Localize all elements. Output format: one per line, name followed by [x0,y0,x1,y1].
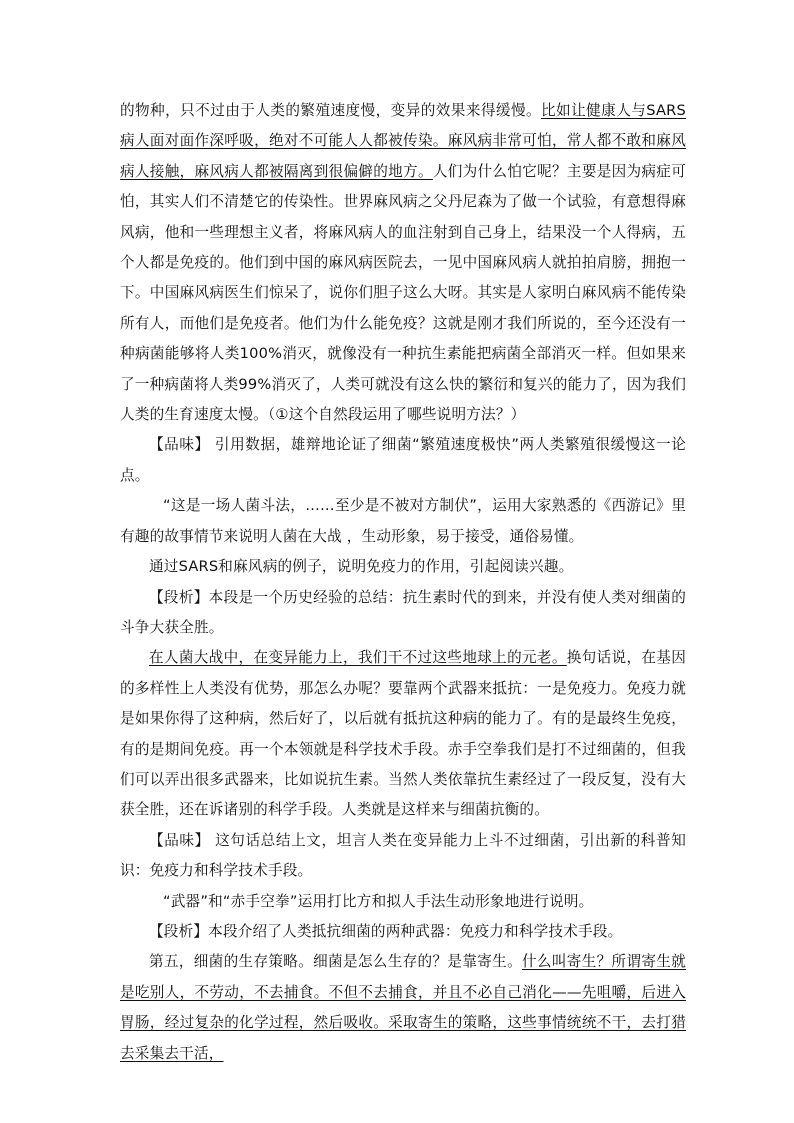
paragraph [120,947,686,1069]
text-segment: 通过SARS和麻风病的例子，说明免疫力的作用，引起阅读兴趣。 [149,558,574,576]
underlined-text-segment: 比如让健康人与SARS病人面对面作深呼吸，绝对不可能人人都被传染。麻风病非常可怕，常人都不敢和麻风病人接触，麻风病人都被隔离到很偏僻的地方。 [120,102,686,180]
paragraph [120,887,686,917]
paragraph [120,552,686,582]
text-segment: “武器”和“赤手空拳”运用打比方和拟人手法生动形象地进行说明。 [163,892,594,910]
underlined-text-segment: 什么叫寄生？所谓寄生就是吃别人，不劳动，不去捕食。不但不去捕食，并且不必自己消化——先咀嚼，后进入胃肠，经过复杂的化学过程，然后吸收。采取寄生的策略，这些事情统统不干，去打猎去采集去干活， [120,953,686,1062]
paragraph [120,583,686,644]
text-segment: “这是一场人菌斗法，……至少是不被对方制伏”，运用大家熟悉的《西游记》里有趣的故事情节来说明人菌在大战 ，生动形象，易于接受，通俗易懂。 [120,497,686,545]
paragraph [120,643,686,825]
text-segment: 人们为什么怕它呢？主要是因为病症可怕，其实人们不清楚它的传染性。世界麻风病之父丹尼森为了做一个试验，有意想得麻风病，他和一些理想主义者，将麻风病人的血注射到自己身上，结果没一个人得病，五个人都是免疫的。他们到中国的麻风病医院去，一见中国麻风病人就拍拍肩膀，拥抱一下。中国麻风病医生们惊呆了，说你们胆子这么大呀。其实是人家明白麻风病不能传染所有人，而他们是免疫者。他们为什么能免疫？这就是刚才我们所说的，至今还没有一种病菌能够将人类100%消灭，就像没有一种抗生素能把病菌全部消灭一样。但如果来了一种病菌将人类99%消灭了，人类可就没有这么快的繁衍和复兴的能力了，因为我们人类的生育速度太慢。（①这个自然段运用了哪些说明方法？） [120,162,686,424]
text-segment: 第五，细菌的生存策略。细菌是怎么生存的？是靠寄生。 [149,953,522,971]
paragraph [120,96,686,430]
text-segment: 【品味】 引用数据，雄辩地论证了细菌“繁殖速度极快”两人类繁殖很缓慢这一论点。 [120,436,686,484]
underlined-text-segment: 在人菌大战中，在变异能力上，我们干不过这些地球上的元老。 [149,649,567,667]
paragraph [120,491,686,552]
paragraph [120,430,686,491]
text-segment: 【品味】 这句话总结上文，坦言人类在变异能力上斗不过细菌，引出新的科普知识：免疫力和科学技术手段。 [120,831,686,880]
paragraph [120,917,686,947]
text-segment: 的物种，只不过由于人类的繁殖速度慢，变异的效果来得缓慢。 [120,102,542,119]
text-segment: 【段析】本段是一个历史经验的总结：抗生素时代的到来，并没有使人类对细菌的斗争大获全胜。 [120,588,686,636]
paragraph [120,826,686,887]
text-segment: 换句话说，在基因的多样性上人类没有优势，那怎么办呢？要靠两个武器来抵抗：一是免疫力。免疫力就是如果你得了这种病，然后好了，以后就有抵抗这种病的能力了。有的是最终生免疫，有的是期间免疫。再一个本领就是科学技术手段。赤手空拳我们是打不过细菌的，但我们可以弄出很多武器来，比如说抗生素。当然人类依靠抗生素经过了一段反复，没有大获全胜，还在诉诸别的科学手段。人类就是这样来与细菌抗衡的。 [120,649,686,819]
document-page [120,96,686,1069]
text-segment: 【段析】本段介绍了人类抵抗细菌的两种武器：免疫力和科学技术手段。 [149,922,623,940]
